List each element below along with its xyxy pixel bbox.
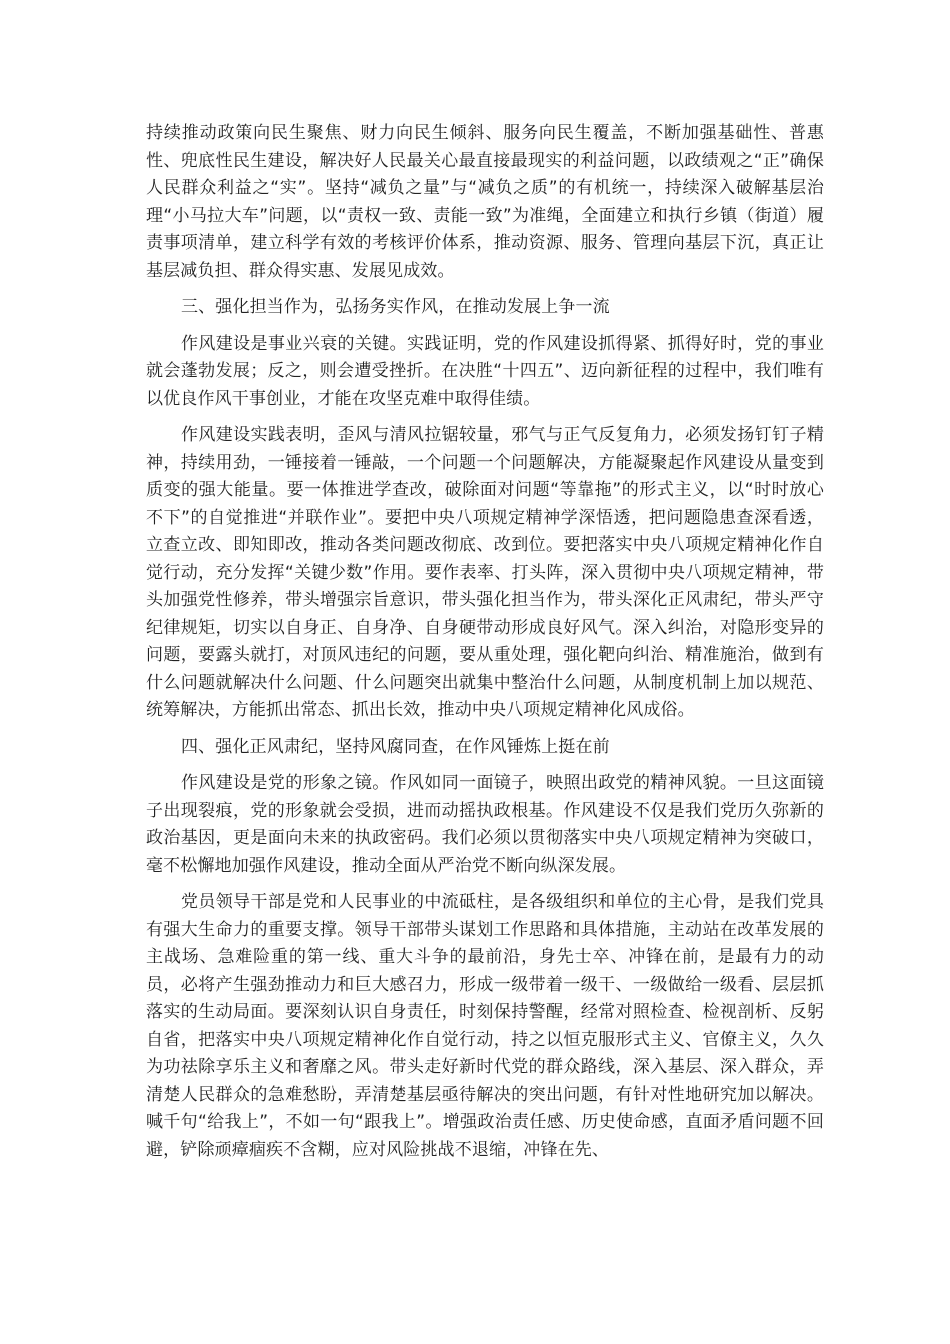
paragraph: 作风建设实践表明，歪风与清风拉锯较量，邪气与正气反复角力，必须发扬钉钉子精神，持续用劲，一锤接着一锤敲，一个问题一个问题解决，方能凝聚起作风建设从量变到质变的强大能量。要一体推进学查改，破除面对问题“等靠拖”的形式主义，以“时时放心不下”的自觉推进“并联作业”。要把中央八项规定精神学深悟透，把问题隐患查深看透，立查立改、即知即改，推动各类问题改彻底、改到位。要把落实中央八项规定精神化作自觉行动，充分发挥“关键少数”作用。要作表率、打头阵，深入贯彻中央八项规定精神，带头加强党性修养，带头增强宗旨意识，带头强化担当作为，带头深化正风肃纪，带头严守纪律规矩，切实以自身正、自身净、自身硬带动形成良好风气。深入纠治，对隐形变异的问题，要露头就打，对顶风违纪的问题，要从重处理，强化靶向纠治、精准施治，做到有什么问题就解决什么问题、什么问题突出就集中整治什么问题，从制度机制上加以规范、统筹解决，方能抓出常态、抓出长效，推动中央八项规定精神化风成俗。 bbox=[146, 425, 824, 720]
document-body bbox=[146, 120, 824, 1164]
paragraph: 作风建设是事业兴衰的关键。实践证明，党的作风建设抓得紧、抓得好时，党的事业就会蓬勃发展；反之，则会遭受挫折。在决胜“十四五”、迈向新征程的过程中，我们唯有以优良作风干事创业，才能在攻坚克难中取得佳绩。 bbox=[146, 333, 824, 409]
paragraph: 作风建设是党的形象之镜。作风如同一面镜子，映照出政党的精神风貌。一旦这面镜子出现裂痕，党的形象就会受损，进而动摇执政根基。作风建设不仅是我们党历久弥新的政治基因，更是面向未来的执政密码。我们必须以贯彻落实中央八项规定精神为突破口，毫不松懈地加强作风建设，推动全面从严治党不断向纵深发展。 bbox=[146, 773, 824, 876]
section-heading-three: 三、强化担当作为，弘扬务实作风，在推动发展上争一流 bbox=[181, 297, 610, 317]
section-heading-four: 四、强化正风肃纪，坚持风腐同查，在作风锤炼上挺在前 bbox=[181, 736, 610, 757]
paragraph-continued: 持续推动政策向民生聚焦、财力向民生倾斜、服务向民生覆盖，不断加强基础性、普惠性、兜底性民生建设，解决好人民最关心最直接最现实的利益问题，以政绩观之“正”确保人民群众利益之“实”。坚持“减负之量”与“减负之质”的有机统一，持续深入破解基层治理“小马拉大车”问题，以“责权一致、责能一致”为准绳，全面建立和执行乡镇（街道）履责事项清单，建立科学有效的考核评价体系，推动资源、服务、管理向基层下沉，真正让基层减负担、群众得实惠、发展见成效。 bbox=[146, 123, 824, 281]
paragraph: 党员领导干部是党和人民事业的中流砥柱，是各级组织和单位的主心骨，是我们党具有强大生命力的重要支撑。领导干部带头谋划工作思路和具体措施，主动站在改革发展的主战场、急难险重的第一线、重大斗争的最前沿，身先士卒、冲锋在前，是最有力的动员，必将产生强劲推动力和巨大感召力，形成一级带着一级干、一级做给一级看、层层抓落实的生动局面。要深刻认识自身责任，时刻保持警醒，经常对照检查、检视剖析、反躬自省，把落实中央八项规定精神化作自觉行动，持之以恒克服形式主义、官僚主义，久久为功祛除享乐主义和奢靡之风。带头走好新时代党的群众路线，深入基层、深入群众，弄清楚人民群众的急难愁盼，弄清楚基层亟待解决的突出问题，有针对性地研究加以解决。喊千句“给我上”，不如一句“跟我上”。增强政治责任感、历史使命感，直面矛盾问题不回避，铲除顽瘴痼疾不含糊，应对风险挑战不退缩，冲锋在先、 bbox=[146, 892, 824, 1160]
